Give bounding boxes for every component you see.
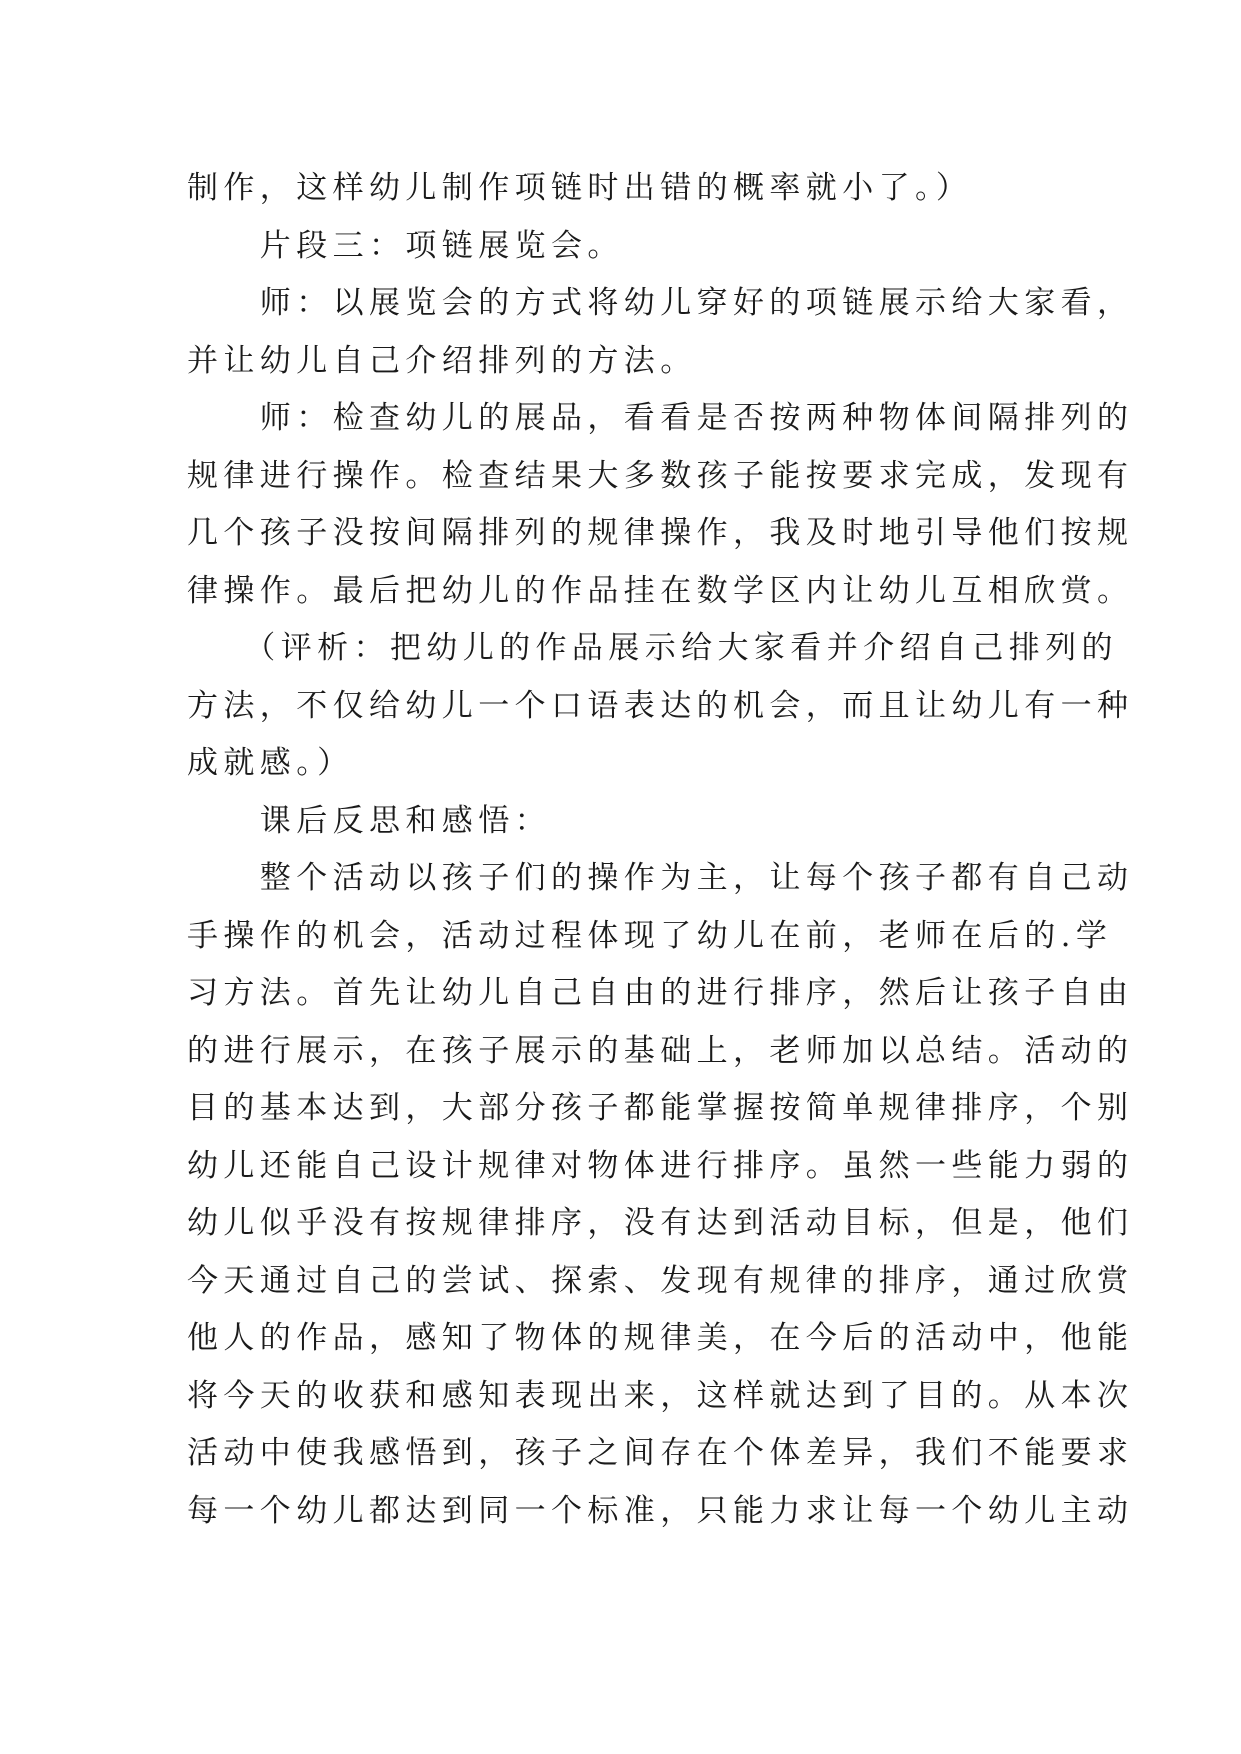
- text-line: 师：以展览会的方式将幼儿穿好的项链展示给大家看，: [187, 285, 1134, 321]
- text-line: 的进行展示，在孩子展示的基础上，老师加以总结。活动的: [187, 1032, 1134, 1069]
- text-line: 规律进行操作。检查结果大多数孩子能按要求完成，发现有: [187, 457, 1134, 494]
- text-line: 活动中使我感悟到，孩子之间存在个体差异，我们不能要求: [187, 1435, 1134, 1471]
- text-line: 律操作。最后把幼儿的作品挂在数学区内让幼儿互相欣赏。: [187, 572, 1134, 609]
- text-line: 师：检查幼儿的展品，看看是否按两种物体间隔排列的: [187, 400, 1134, 436]
- text-line: 几个孩子没按间隔排列的规律操作，我及时地引导他们按规: [187, 515, 1134, 551]
- text-line: 幼儿还能自己设计规律对物体进行排序。虽然一些能力弱的: [187, 1147, 1134, 1184]
- body-text: [187, 160, 1134, 1540]
- text-line: 每一个幼儿都达到同一个标准，只能力求让每一个幼儿主动: [187, 1492, 1134, 1529]
- text-line: 成就感。）: [187, 745, 354, 781]
- text-line: 整个活动以孩子们的操作为主，让每个孩子都有自己动: [187, 860, 1134, 896]
- text-line: 习方法。首先让幼儿自己自由的进行排序，然后让孩子自由: [187, 975, 1134, 1011]
- text-line: 手操作的机会，活动过程体现了幼儿在前，老师在后的.学: [187, 917, 1113, 954]
- text-line: 制作，这样幼儿制作项链时出错的概率就小了。）: [187, 170, 973, 206]
- text-line: 目的基本达到，大部分孩子都能掌握按简单规律排序，个别: [187, 1090, 1134, 1126]
- section-heading-fragment-three: 片段三：项链展览会。: [187, 227, 624, 264]
- text-line: 今天通过自己的尝试、探索、发现有规律的排序，通过欣赏: [187, 1262, 1134, 1299]
- text-line: 他人的作品，感知了物体的规律美，在今后的活动中，他能: [187, 1320, 1134, 1356]
- text-line: 将今天的收获和感知表现出来，这样就达到了目的。从本次: [187, 1377, 1134, 1414]
- text-line: （评析：把幼儿的作品展示给大家看并介绍自己排列的: [187, 630, 1118, 666]
- section-heading-reflection: 课后反思和感悟：: [187, 802, 551, 839]
- text-line: 并让幼儿自己介绍排列的方法。: [187, 342, 697, 379]
- text-line: 幼儿似乎没有按规律排序，没有达到活动目标，但是，他们: [187, 1205, 1134, 1241]
- text-line: 方法，不仅给幼儿一个口语表达的机会，而且让幼儿有一种: [187, 687, 1134, 724]
